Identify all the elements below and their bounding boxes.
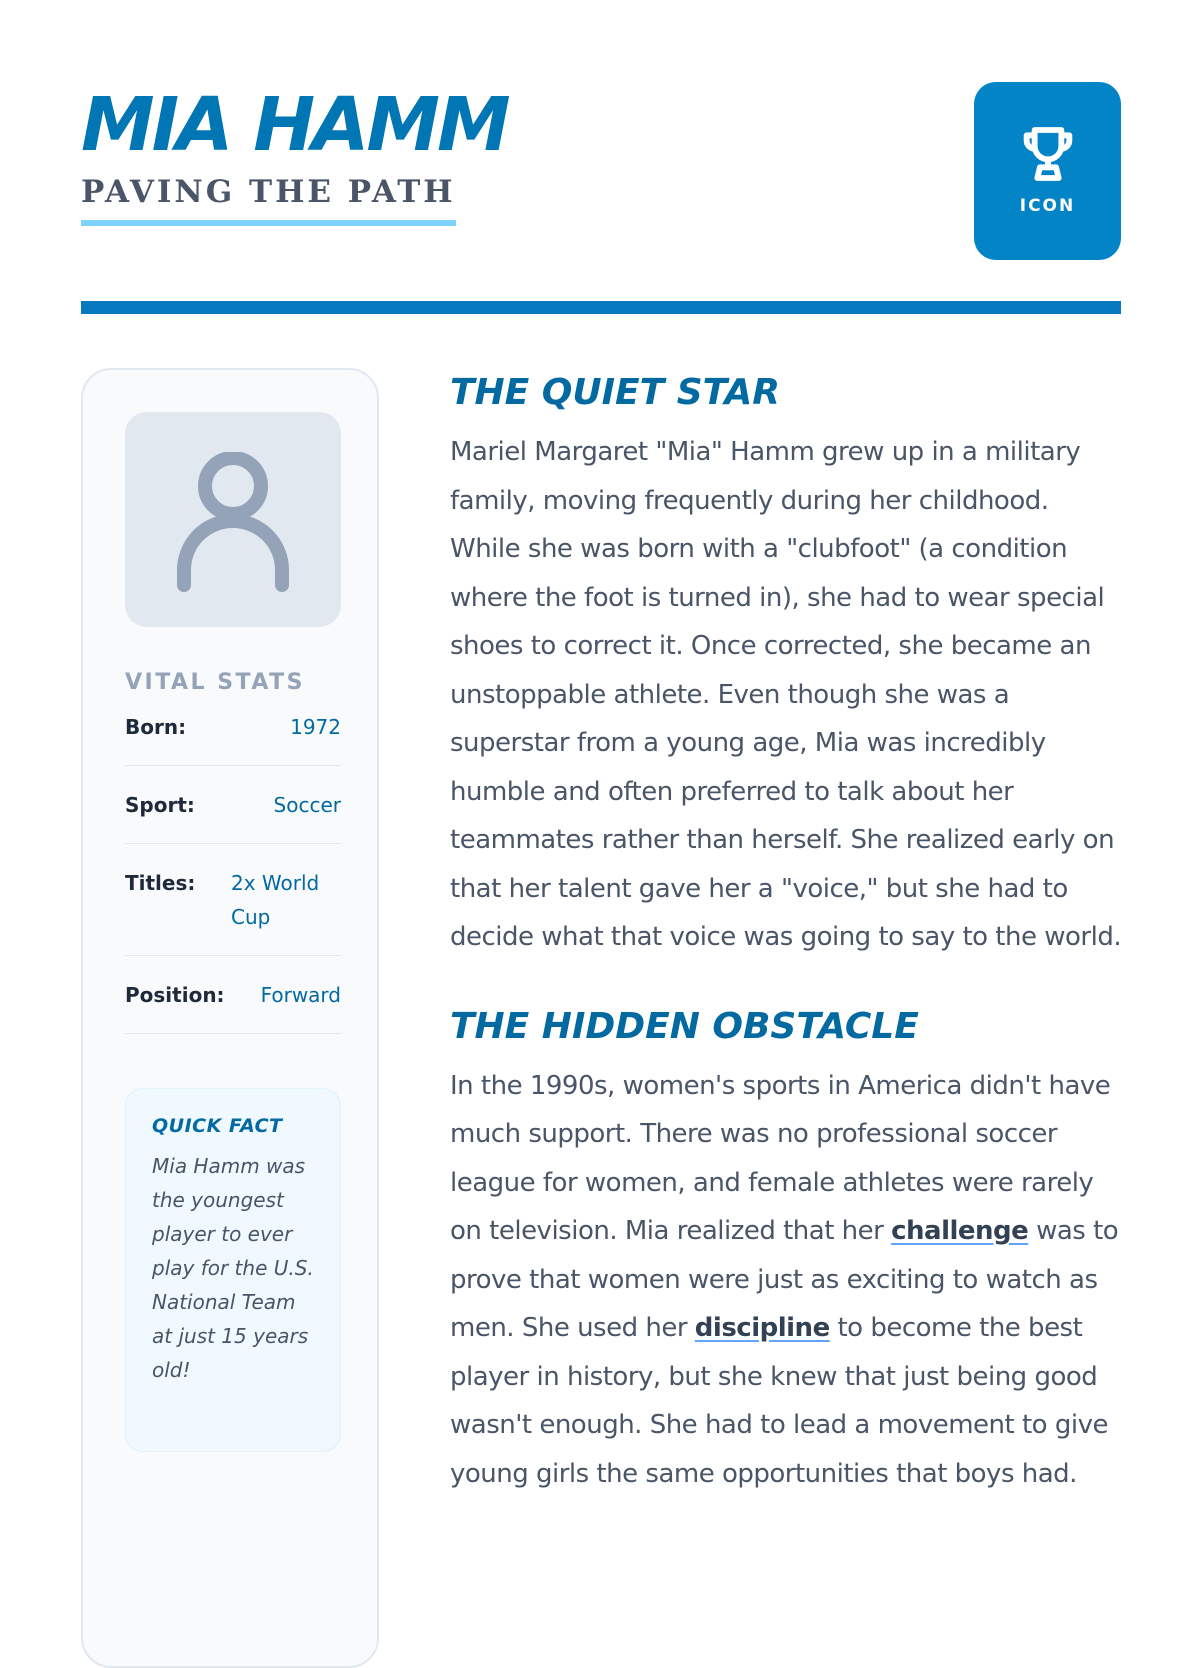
body-text: was to prove that women were just as exciting to watch as men. She used her: [450, 1216, 1119, 1343]
icon-badge: [974, 82, 1121, 260]
section-body: Mariel Margaret "Mia" Hamm grew up in a military family, moving frequently during her childhood. While she was born with a "clubfoot" (a condition where the foot is turned in), she had to wear special shoes to correct it. Once corrected, she became an unstoppable athlete. Even though she was a superstar from a young age, Mia was incredibly humble and often preferred to talk about her teammates rather than herself. She realized early on that her talent gave her a "voice," but she had to decide what that voice was going to say to the world.: [450, 437, 1122, 952]
term-discipline: discipline: [694, 1313, 830, 1343]
section-title: THE QUIET STAR: [450, 372, 780, 413]
badge-label: ICON: [1019, 196, 1076, 216]
main-content: [450, 368, 1125, 1498]
stat-row: [125, 844, 341, 956]
section-body: [450, 1062, 1125, 1499]
stats-heading: VITAL STATS: [125, 670, 306, 695]
stat-row: [125, 710, 341, 766]
section-title: THE HIDDEN OBSTACLE: [450, 1005, 919, 1047]
term-challenge: challenge: [891, 1216, 1029, 1246]
stat-value: 1972: [290, 715, 341, 739]
stat-value: Forward: [260, 983, 341, 1007]
stat-label: Titles:: [125, 871, 196, 895]
vital-stats-list: [125, 710, 341, 1034]
page-title: MIA HAMM: [81, 82, 508, 168]
trophy-icon: [1016, 122, 1080, 186]
stat-value: 2x World Cup: [231, 871, 320, 929]
avatar: [125, 412, 341, 627]
quick-fact-box: [125, 1088, 341, 1452]
user-icon: [177, 452, 289, 592]
stat-row: [125, 766, 341, 844]
page-subtitle: PAVING THE PATH: [81, 177, 456, 226]
body-text: to become the best player in history, but she knew that just being good wasn't enough. She had to lead a movement to give young girls the same opportunities that boys had.: [450, 1313, 1108, 1489]
sidebar: [81, 368, 379, 1668]
stat-row: [125, 956, 341, 1034]
header-divider: [81, 301, 1121, 314]
stat-label: Born:: [125, 715, 187, 739]
stat-label: Sport:: [125, 793, 195, 817]
quick-fact-text: Mia Hamm was the youngest player to ever play for the U.S. National Team at just 15 years old!: [152, 1154, 314, 1382]
stat-label: Position:: [125, 983, 225, 1007]
quick-fact-title: QUICK FACT: [152, 1115, 283, 1137]
section-hidden-obstacle: [450, 1002, 1125, 1499]
section-quiet-star: [450, 368, 1125, 962]
body-text: In the 1990s, women's sports in America didn't have much support. There was no professional soccer league for women, and female athletes were rarely on television. Mia realized that her: [450, 1070, 1111, 1246]
stat-value: Soccer: [273, 793, 341, 817]
